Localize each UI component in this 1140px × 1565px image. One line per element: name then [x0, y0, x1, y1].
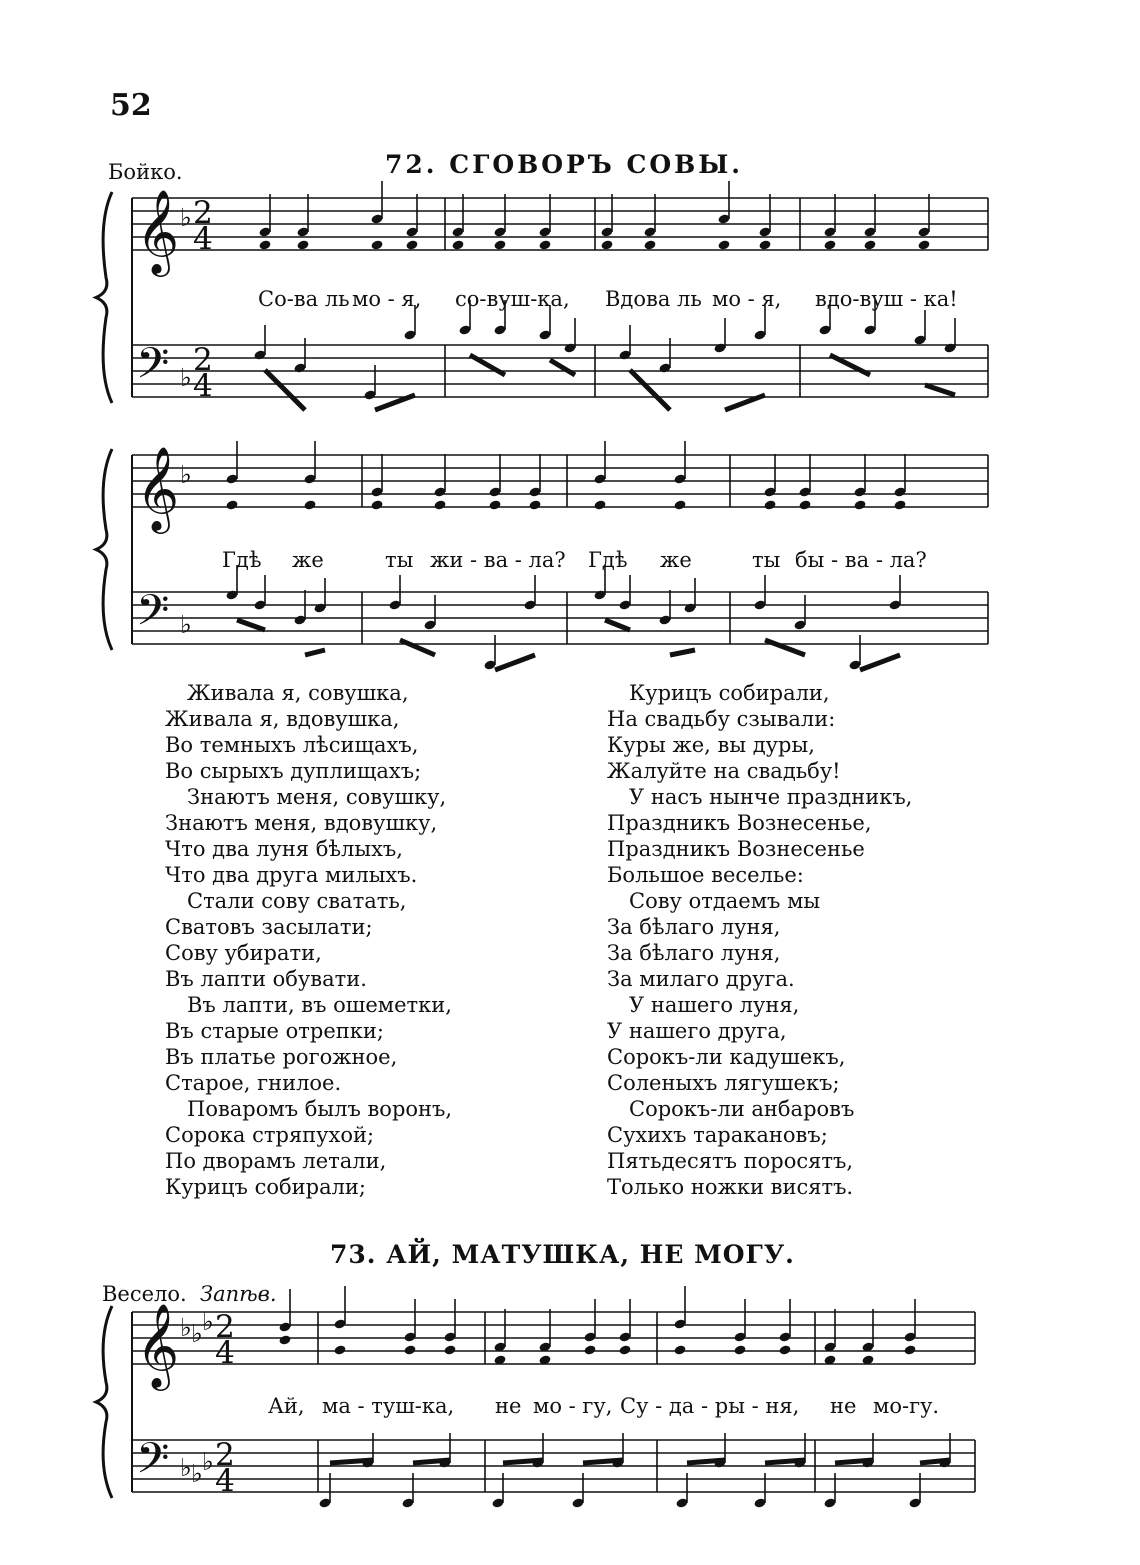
verse-line: Пятьдесятъ поросятъ, — [607, 1149, 854, 1173]
note-head — [853, 499, 866, 510]
verses-left-column — [165, 680, 452, 1200]
lyric-syllable: мо - гу, — [533, 1394, 613, 1418]
note-head — [798, 499, 811, 510]
bass-clef-icon: 𝄢 — [136, 586, 170, 646]
verse-line: Живала я, вдовушка, — [165, 707, 400, 731]
verse-line: Что два друга милыхъ. — [165, 863, 418, 887]
verse-line: На свадьбу сзывали: — [607, 707, 836, 731]
note-head — [673, 499, 686, 510]
lyric-syllable: Су - да - ры - ня, — [620, 1394, 800, 1418]
note-head — [405, 239, 418, 250]
lyric-syllable: мо - я, — [352, 287, 422, 311]
verse-line: Большое веселье: — [607, 863, 804, 887]
lyric-syllable: ты — [385, 548, 414, 572]
verse-line: Курицъ собирали; — [165, 1175, 367, 1199]
note-head — [303, 499, 316, 510]
verse-line: У нашего луня, — [629, 993, 800, 1017]
lyric-syllable: Вдова ль — [605, 287, 702, 311]
verse-line: Курицъ собирали, — [629, 681, 830, 705]
verse-line: Поваромъ былъ воронъ, — [187, 1097, 453, 1121]
verse-line: Сову убирати, — [165, 941, 322, 965]
beam — [495, 655, 535, 670]
note-head — [403, 1344, 416, 1355]
time-signature: 4 — [215, 1463, 235, 1499]
verse-line: Куры же, вы дуры, — [607, 733, 815, 757]
note-head — [863, 239, 876, 250]
lyric-syllable: Гдѣ — [222, 548, 262, 572]
verse-line: Только ножки висятъ. — [607, 1175, 854, 1199]
note-head — [717, 239, 730, 250]
note-head — [258, 239, 271, 250]
verse-line: Стали сову сватать, — [187, 889, 407, 913]
bass-clef-icon: 𝄢 — [136, 1434, 170, 1494]
time-signature: 2 — [215, 1309, 235, 1345]
verse-line: Во темныхъ лѣсищахъ, — [165, 733, 419, 757]
verse-line: Сухихъ таракановъ; — [607, 1123, 828, 1147]
time-signature: 4 — [193, 221, 213, 257]
note-head — [370, 499, 383, 510]
verse-line: Въ лапти, въ ошеметки, — [187, 993, 452, 1017]
lyric-syllable: ма - туш-ка, — [322, 1394, 455, 1418]
time-signature: 2 — [193, 342, 213, 378]
verse-line: За милаго друга. — [607, 967, 795, 991]
verse-line: Въ лапти обувати. — [165, 967, 367, 991]
verse-line: Знаютъ меня, совушку, — [187, 785, 447, 809]
note-head — [758, 239, 771, 250]
verse-line: Сорокъ-ли анбаровъ — [629, 1097, 855, 1121]
note-head — [370, 239, 383, 250]
beam — [305, 650, 325, 655]
lyric-syllable: же — [660, 548, 692, 572]
verse-line: За бѣлаго луня, — [607, 941, 781, 965]
verse-line: Что два луня бѣлыхъ, — [165, 837, 403, 861]
verse-line: Жалуйте на свадьбу! — [607, 759, 841, 783]
verse-line: Сорокъ-ли кадушекъ, — [607, 1045, 846, 1069]
note-head — [618, 1344, 631, 1355]
verse-line: Соленыхъ лягушекъ; — [607, 1071, 840, 1095]
tempo-marking: Весело. — [102, 1282, 187, 1306]
note-head — [528, 499, 541, 510]
beam — [605, 620, 630, 630]
brace — [96, 1306, 112, 1498]
flat-icon: ♭ — [180, 1313, 192, 1342]
verse-line: Во сырыхъ дуплищахъ; — [165, 759, 422, 783]
verse-line: Знаютъ меня, вдовушку, — [165, 811, 438, 835]
time-signature: 2 — [193, 195, 213, 231]
flat-icon: ♭ — [180, 460, 192, 489]
lyric-syllable: Ай, — [268, 1394, 305, 1418]
beam — [860, 655, 900, 670]
verse-line: За бѣлаго луня, — [607, 915, 781, 939]
time-signature: 2 — [215, 1437, 235, 1473]
note-head — [488, 499, 501, 510]
verse-line: Сову отдаемъ мы — [629, 889, 821, 913]
lyric-syllable: бы - ва - ла? — [795, 548, 927, 572]
treble-clef-icon: 𝄞 — [136, 189, 180, 274]
beam — [400, 640, 435, 655]
flat-icon: ♭ — [180, 363, 192, 392]
flat-icon: ♭ — [191, 1319, 203, 1348]
flat-icon: ♭ — [180, 610, 192, 639]
time-signature: 4 — [193, 368, 213, 404]
brace — [96, 449, 112, 650]
verse-line: Сватовъ засылати; — [165, 915, 373, 939]
note-head — [778, 1344, 791, 1355]
song-72-title: 72. СГОВОРЪ СОВЫ. — [385, 150, 744, 179]
lyric-syllable: мо-гу. — [873, 1394, 940, 1418]
note-head — [443, 1344, 456, 1355]
note-head — [763, 499, 776, 510]
lyric-syllable: Со-ва ль — [258, 287, 350, 311]
note-head — [600, 239, 613, 250]
note-head — [538, 239, 551, 250]
flat-icon: ♭ — [180, 1453, 192, 1482]
beam — [550, 360, 575, 375]
note-head — [278, 1334, 291, 1345]
lyric-syllable: же — [292, 548, 324, 572]
verse-line: По дворамъ летали, — [165, 1149, 387, 1173]
lyric-syllable: не — [495, 1394, 522, 1418]
lyric-syllable: жи - ва - ла? — [430, 548, 566, 572]
verses-right-column — [607, 680, 912, 1200]
bass-clef-icon: 𝄢 — [136, 339, 170, 399]
beam — [630, 370, 670, 410]
note-head — [903, 1344, 916, 1355]
verse-line: Праздникъ Вознесенье, — [607, 811, 872, 835]
beam — [265, 370, 305, 410]
verse-line: Старое, гнилое. — [165, 1071, 342, 1095]
beam — [670, 650, 695, 655]
song-73-title: 73. АЙ, МАТУШКА, НЕ МОГУ. — [330, 1240, 795, 1269]
tempo-marking: Бойко. — [108, 160, 183, 184]
verse-line: Въ старые отрепки; — [165, 1019, 384, 1043]
treble-clef-icon: 𝄞 — [136, 446, 180, 531]
verse-line: Сорока стряпухой; — [165, 1123, 375, 1147]
verse-line: Праздникъ Вознесенье — [607, 837, 865, 861]
note-head — [643, 239, 656, 250]
time-signature: 4 — [215, 1335, 235, 1371]
note-head — [593, 499, 606, 510]
note-head — [673, 1344, 686, 1355]
note-head — [583, 1344, 596, 1355]
lyric-syllable: ты — [752, 548, 781, 572]
note-head — [917, 239, 930, 250]
page-number: 52 — [110, 88, 152, 123]
beam — [765, 640, 805, 655]
flat-icon: ♭ — [202, 1447, 214, 1476]
flat-icon: ♭ — [202, 1307, 214, 1336]
note-head — [451, 239, 464, 250]
lyric-syllable: вдо-вуш - ка! — [815, 287, 958, 311]
verse-line: У насъ нынче праздникъ, — [629, 785, 913, 809]
brace — [96, 192, 112, 403]
note-head — [433, 499, 446, 510]
lyric-syllable: Гдѣ — [588, 548, 628, 572]
note-head — [733, 1344, 746, 1355]
verse-line: У нашего друга, — [607, 1019, 787, 1043]
note-head — [823, 239, 836, 250]
verse-line: Живала я, совушка, — [187, 681, 409, 705]
lyric-syllable: не — [830, 1394, 857, 1418]
flat-icon: ♭ — [191, 1459, 203, 1488]
note-head — [493, 239, 506, 250]
verse-line: Въ платье рогожное, — [165, 1045, 398, 1069]
flat-icon: ♭ — [180, 203, 192, 232]
treble-clef-icon: 𝄞 — [136, 1303, 180, 1388]
beam — [237, 620, 265, 630]
tempo-note: Запѣв. — [200, 1282, 277, 1306]
note-head — [893, 499, 906, 510]
note-head — [333, 1344, 346, 1355]
lyric-syllable: мо - я, — [712, 287, 782, 311]
lyric-syllable: со-вуш-ка, — [455, 287, 570, 311]
beam — [925, 385, 955, 395]
note-head — [225, 499, 238, 510]
note-head — [296, 239, 309, 250]
